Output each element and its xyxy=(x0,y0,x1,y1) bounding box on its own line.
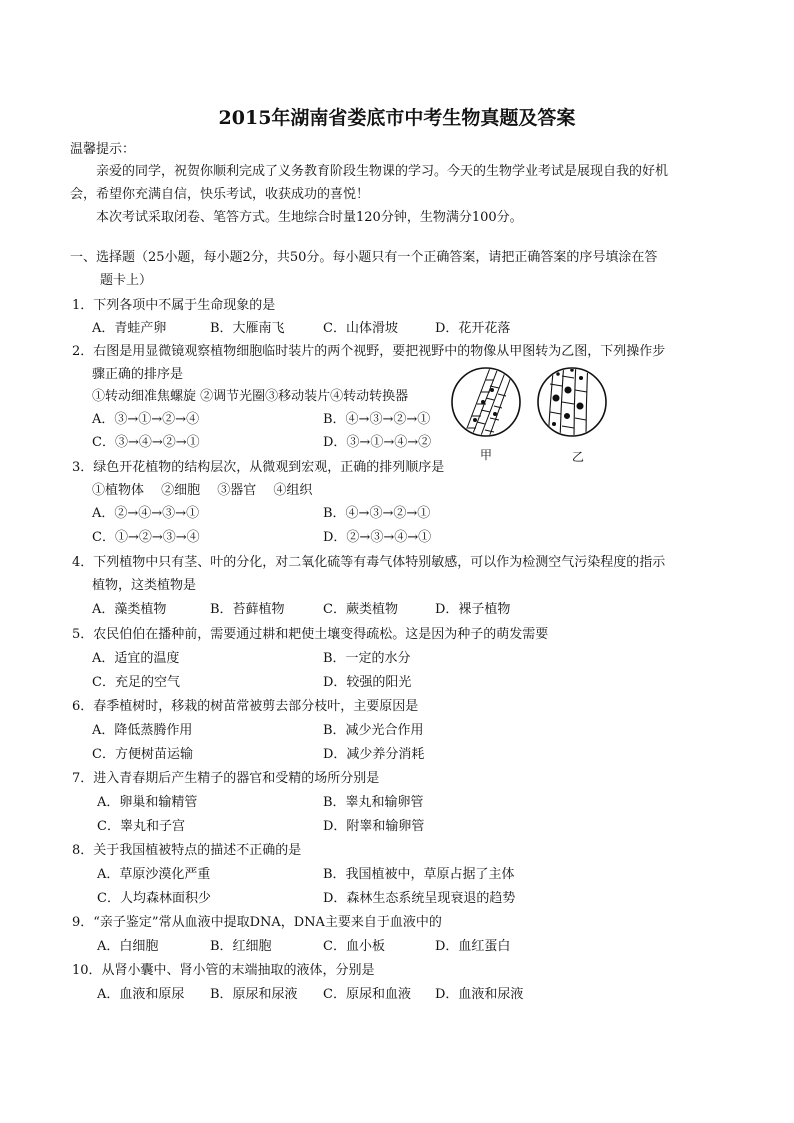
q9-option-b[interactable]: B．红细胞 xyxy=(210,939,272,954)
q10-option-d[interactable]: D．血液和尿液 xyxy=(435,987,524,1002)
q1-option-c[interactable]: C．山体滑坡 xyxy=(323,321,398,336)
q2-option-a[interactable]: A．③→①→②→④ xyxy=(92,412,200,427)
question-10-stem: 10．从肾小囊中、肾小管的末端抽取的液体，分别是 xyxy=(72,963,375,978)
q1-option-d[interactable]: D．花开花落 xyxy=(435,321,511,336)
q3-option-d[interactable]: D．②→③→④→① xyxy=(323,530,432,545)
question-5-stem: 5．农民伯伯在播种前，需要通过耕和耙使土壤变得疏松。这是因为种子的萌发需要 xyxy=(72,627,549,642)
q6-option-a[interactable]: A．降低蒸腾作用 xyxy=(92,723,193,738)
page-title: 2015年湖南省娄底市中考生物真题及答案 xyxy=(218,107,576,129)
q4-option-a[interactable]: A．藻类植物 xyxy=(92,602,167,617)
q5-option-b[interactable]: B．一定的水分 xyxy=(323,651,411,666)
q7-option-a[interactable]: A．卵巢和输精管 xyxy=(97,795,198,810)
q5-option-d[interactable]: D．较强的阳光 xyxy=(323,675,412,690)
microscope-figure xyxy=(450,362,610,464)
q10-option-c[interactable]: C．原尿和血液 xyxy=(323,987,411,1002)
q2-option-b[interactable]: B．④→③→②→① xyxy=(323,412,431,427)
question-1-stem: 1．下列各项中不属于生命现象的是 xyxy=(72,298,276,313)
question-3-stem: 3．绿色开花植物的结构层次，从微观到宏观，正确的排列顺序是 xyxy=(72,460,445,475)
question-2-steps: ①转动细准焦螺旋 ②调节光圈③移动装片④转动转换器 xyxy=(92,389,409,404)
q4-option-b[interactable]: B．苔藓植物 xyxy=(210,602,285,617)
tip-paragraph-1a: 亲爱的同学，祝贺你顺利完成了义务教育阶段生物课的学习。今天的生物学业考试是展现自我的好机 xyxy=(96,164,669,179)
q9-option-d[interactable]: D．血红蛋白 xyxy=(435,939,511,954)
q2-option-d[interactable]: D．③→①→④→② xyxy=(323,435,432,450)
question-3-items: ①植物体 ②细胞 ③器官 ④组织 xyxy=(92,483,313,498)
q6-option-b[interactable]: B．减少光合作用 xyxy=(323,723,424,738)
q6-option-d[interactable]: D．减少养分消耗 xyxy=(323,747,425,762)
q10-option-a[interactable]: A．血液和原尿 xyxy=(97,987,185,1002)
q7-option-d[interactable]: D．附睾和输卵管 xyxy=(323,819,425,834)
figure-label-jia: 甲 xyxy=(480,448,493,462)
q3-option-a[interactable]: A．②→④→③→① xyxy=(92,506,200,521)
q7-option-b[interactable]: B．睾丸和输卵管 xyxy=(323,795,424,810)
section-heading: 一、选择题（25小题，每小题2分，共50分。每小题只有一个正确答案，请把正确答案的序号填涂在答 xyxy=(70,250,658,265)
q7-option-c[interactable]: C．睾丸和子宫 xyxy=(97,819,185,834)
q2-option-c[interactable]: C．③→④→②→① xyxy=(92,435,200,450)
question-4-stem-cont: 植物，这类植物是 xyxy=(92,578,197,593)
q8-option-d[interactable]: D．森林生态系统呈现衰退的趋势 xyxy=(323,891,516,906)
question-9-stem: 9．“亲子鉴定”常从血液中提取DNA，DNA主要来自于血液中的 xyxy=(72,915,442,930)
q8-option-a[interactable]: A．草原沙漠化严重 xyxy=(97,867,211,882)
section-heading-cont: 题卡上） xyxy=(100,273,153,288)
question-2-stem-cont: 骤正确的排序是 xyxy=(92,367,184,382)
tip-heading: 温馨提示： xyxy=(70,142,136,157)
q6-option-c[interactable]: C．方便树苗运输 xyxy=(92,747,193,762)
question-2-stem: 2．右图是用显微镜观察植物细胞临时装片的两个视野，要把视野中的物像从甲图转为乙图，下列操作步 xyxy=(72,344,666,359)
figure-label-yi: 乙 xyxy=(572,450,585,464)
q9-option-a[interactable]: A．白细胞 xyxy=(97,939,159,954)
q1-option-a[interactable]: A．青蛙产卵 xyxy=(92,321,167,336)
q4-option-d[interactable]: D．裸子植物 xyxy=(435,602,511,617)
question-4-stem: 4．下列植物中只有茎、叶的分化，对二氧化硫等有毒气体特别敏感，可以作为检测空气污染程度的指示 xyxy=(72,555,666,570)
q1-option-b[interactable]: B．大雁南飞 xyxy=(210,321,285,336)
q3-option-c[interactable]: C．①→②→③→④ xyxy=(92,530,200,545)
q5-option-c[interactable]: C．充足的空气 xyxy=(92,675,180,690)
q8-option-c[interactable]: C．人均森林面积少 xyxy=(97,891,211,906)
q10-option-b[interactable]: B．原尿和尿液 xyxy=(210,987,298,1002)
q9-option-c[interactable]: C．血小板 xyxy=(323,939,385,954)
q8-option-b[interactable]: B．我国植被中，草原占据了主体 xyxy=(323,867,515,882)
tip-paragraph-1b: 会，希望你充满自信，快乐考试，收获成功的喜悦！ xyxy=(70,187,370,202)
field-view-yi xyxy=(538,362,606,442)
field-view-jia xyxy=(452,368,520,440)
q3-option-b[interactable]: B．④→③→②→① xyxy=(323,506,431,521)
question-6-stem: 6．春季植树时，移栽的树苗常被剪去部分枝叶，主要原因是 xyxy=(72,699,419,714)
question-8-stem: 8．关于我国植被特点的描述不正确的是 xyxy=(72,843,302,858)
question-7-stem: 7．进入青春期后产生精子的器官和受精的场所分别是 xyxy=(72,771,380,786)
q4-option-c[interactable]: C．蕨类植物 xyxy=(323,602,398,617)
tip-paragraph-2: 本次考试采取闭卷、笔答方式。生地综合时量120分钟，生物满分100分。 xyxy=(96,210,523,225)
q5-option-a[interactable]: A．适宜的温度 xyxy=(92,651,180,666)
